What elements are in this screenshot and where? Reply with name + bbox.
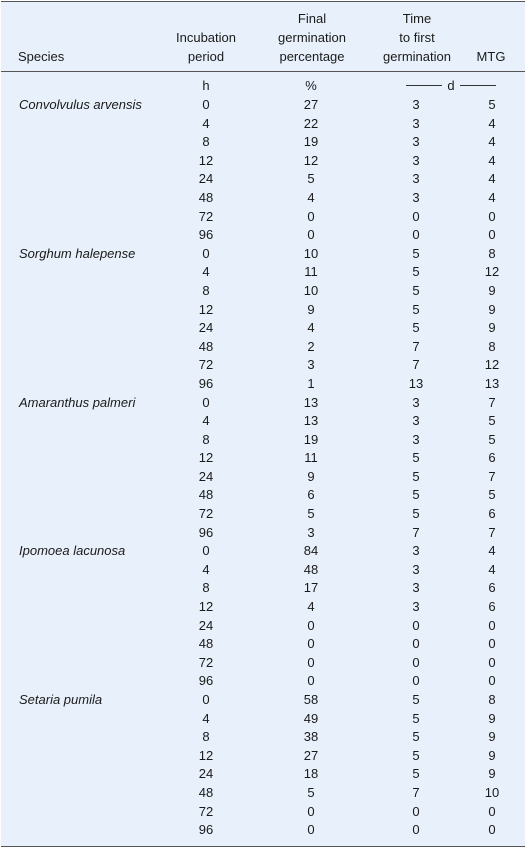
mtg-cell: 0 (488, 822, 496, 838)
unit-hours: h (202, 78, 210, 93)
incubation-period-cell: 8 (202, 134, 210, 150)
incubation-period-cell: 12 (198, 450, 214, 466)
incubation-period-cell: 8 (202, 282, 210, 298)
time-to-first-germination-cell: 3 (412, 97, 420, 112)
mtg-cell: 0 (488, 617, 496, 633)
table-row (1, 282, 525, 301)
header-incubation-line-2: period (187, 49, 225, 64)
header-final-line-2: germination (278, 30, 346, 45)
table-row (1, 654, 525, 673)
table-row (1, 226, 525, 245)
data-table (1, 1, 525, 847)
table-row (1, 394, 525, 413)
mtg-cell: 6 (488, 506, 496, 522)
final-germination-cell: 0 (307, 673, 315, 689)
final-germination-cell: 84 (303, 543, 319, 559)
species-name: Setaria pumila (19, 692, 103, 707)
table-row (1, 189, 525, 208)
table-row (1, 821, 525, 840)
final-germination-cell: 1 (307, 375, 315, 391)
mtg-cell: 10 (484, 784, 500, 800)
time-to-first-germination-cell: 0 (412, 617, 420, 633)
time-to-first-germination-cell: 5 (412, 450, 420, 466)
table-row (1, 617, 525, 636)
time-to-first-germination-cell: 3 (412, 152, 420, 168)
final-germination-cell: 4 (307, 599, 315, 615)
incubation-period-cell: 4 (202, 413, 210, 429)
species-name: Convolvulus arvensis (19, 97, 142, 112)
header-species: Species (18, 49, 65, 64)
table-row (1, 338, 525, 357)
incubation-period-cell: 0 (202, 543, 210, 559)
final-germination-cell: 5 (307, 784, 315, 800)
time-to-first-germination-cell: 13 (408, 375, 424, 391)
time-to-first-germination-cell: 3 (412, 561, 420, 577)
time-to-first-germination-cell: 3 (412, 413, 420, 429)
time-to-first-germination-cell: 0 (412, 227, 420, 243)
time-to-first-germination-cell: 5 (412, 766, 420, 782)
final-germination-cell: 0 (307, 822, 315, 838)
time-to-first-germination-cell: 5 (412, 487, 420, 503)
final-germination-cell: 4 (307, 189, 315, 205)
time-to-first-germination-cell: 7 (412, 524, 420, 540)
time-to-first-germination-cell: 0 (412, 803, 420, 819)
incubation-period-cell: 0 (202, 394, 210, 410)
time-to-first-germination-cell: 3 (412, 599, 420, 615)
final-germination-cell: 3 (307, 524, 315, 540)
incubation-period-cell: 96 (198, 524, 214, 540)
incubation-period-cell: 12 (198, 747, 214, 763)
time-to-first-germination-cell: 3 (412, 431, 420, 447)
final-germination-cell: 38 (303, 729, 319, 745)
incubation-period-cell: 72 (198, 208, 214, 224)
table-row (1, 672, 525, 691)
mtg-cell: 0 (488, 636, 496, 652)
incubation-period-cell: 4 (202, 561, 210, 577)
table-body (1, 96, 525, 840)
final-germination-cell: 13 (303, 413, 319, 429)
incubation-period-cell: 96 (198, 822, 214, 838)
time-to-first-germination-cell: 3 (412, 394, 420, 410)
unit-days: d (447, 78, 455, 93)
time-to-first-germination-cell: 3 (412, 543, 420, 559)
header-time-line-1: Time (402, 11, 432, 26)
table-row (1, 170, 525, 189)
table-row (1, 431, 525, 450)
final-germination-cell: 4 (307, 320, 315, 336)
mtg-cell: 7 (488, 394, 496, 410)
table-row (1, 319, 525, 338)
time-to-first-germination-cell: 5 (412, 692, 420, 707)
final-germination-cell: 48 (303, 561, 319, 577)
time-to-first-germination-cell: 3 (412, 189, 420, 205)
time-to-first-germination-cell: 5 (412, 320, 420, 336)
time-to-first-germination-cell: 3 (412, 171, 420, 187)
mtg-cell: 4 (488, 152, 496, 168)
table-row (1, 803, 525, 822)
mtg-cell: 9 (488, 710, 496, 726)
species-name: Amaranthus palmeri (19, 394, 136, 410)
mtg-cell: 9 (488, 301, 496, 317)
incubation-period-cell: 48 (198, 487, 214, 503)
header-final-germination-percentage (263, 9, 361, 66)
mtg-cell: 0 (488, 227, 496, 243)
final-germination-cell: 5 (307, 171, 315, 187)
time-to-first-germination-cell: 5 (412, 710, 420, 726)
time-to-first-germination-cell: 7 (412, 357, 420, 373)
incubation-period-cell: 12 (198, 599, 214, 615)
mtg-cell: 7 (488, 524, 496, 540)
table-row (1, 579, 525, 598)
incubation-period-cell: 24 (198, 468, 214, 484)
final-germination-cell: 58 (303, 692, 319, 707)
time-to-first-germination-cell: 7 (412, 338, 420, 354)
table-row (1, 765, 525, 784)
table-row (1, 468, 525, 487)
time-to-first-germination-cell: 5 (412, 245, 420, 261)
unit-dash-right (460, 85, 496, 86)
final-germination-cell: 19 (303, 431, 319, 447)
final-germination-cell: 10 (303, 245, 319, 261)
mtg-cell: 5 (488, 431, 496, 447)
time-to-first-germination-cell: 0 (412, 673, 420, 689)
table-row (1, 524, 525, 543)
final-germination-cell: 6 (307, 487, 315, 503)
mtg-cell: 8 (488, 338, 496, 354)
mtg-cell: 8 (488, 692, 496, 707)
time-to-first-germination-cell: 0 (412, 654, 420, 670)
table-row (1, 635, 525, 654)
final-germination-cell: 0 (307, 208, 315, 224)
time-to-first-germination-cell: 3 (412, 580, 420, 596)
time-to-first-germination-cell: 7 (412, 784, 420, 800)
mtg-cell: 0 (488, 208, 496, 224)
final-germination-cell: 49 (303, 710, 319, 726)
incubation-period-cell: 72 (198, 506, 214, 522)
time-to-first-germination-cell: 0 (412, 636, 420, 652)
incubation-period-cell: 12 (198, 301, 214, 317)
header-final-line-3: percentage (279, 49, 345, 64)
table-row (1, 784, 525, 803)
incubation-period-cell: 96 (198, 673, 214, 689)
incubation-period-cell: 0 (202, 97, 210, 112)
incubation-period-cell: 48 (198, 338, 214, 354)
incubation-period-cell: 8 (202, 580, 210, 596)
final-germination-cell: 2 (307, 338, 315, 354)
table-row (1, 356, 525, 375)
final-germination-cell: 10 (303, 282, 319, 298)
final-germination-cell: 3 (307, 357, 315, 373)
table-row (1, 115, 525, 134)
final-germination-cell: 12 (303, 152, 319, 168)
table-row (1, 245, 525, 264)
time-to-first-germination-cell: 3 (412, 115, 420, 131)
mtg-cell: 5 (488, 97, 496, 112)
incubation-period-cell: 24 (198, 320, 214, 336)
mtg-cell: 4 (488, 134, 496, 150)
incubation-period-cell: 8 (202, 431, 210, 447)
final-germination-cell: 0 (307, 636, 315, 652)
table-row (1, 728, 525, 747)
final-germination-cell: 27 (303, 747, 319, 763)
table-row (1, 486, 525, 505)
final-germination-cell: 13 (303, 394, 319, 410)
incubation-period-cell: 24 (198, 766, 214, 782)
final-germination-cell: 0 (307, 654, 315, 670)
incubation-period-cell: 72 (198, 654, 214, 670)
incubation-period-cell: 4 (202, 710, 210, 726)
mtg-cell: 9 (488, 320, 496, 336)
final-germination-cell: 0 (307, 227, 315, 243)
species-name: Ipomoea lacunosa (19, 543, 126, 559)
incubation-period-cell: 24 (198, 617, 214, 633)
mtg-cell: 7 (488, 468, 496, 484)
header-incubation-period (167, 28, 245, 66)
table-row (1, 691, 525, 710)
incubation-period-cell: 0 (202, 692, 210, 707)
table-row (1, 208, 525, 227)
incubation-period-cell: 48 (198, 784, 214, 800)
incubation-period-cell: 4 (202, 115, 210, 131)
incubation-period-cell: 24 (198, 171, 214, 187)
final-germination-cell: 9 (307, 301, 315, 317)
incubation-period-cell: 12 (198, 152, 214, 168)
incubation-period-cell: 96 (198, 375, 214, 391)
incubation-period-cell: 72 (198, 803, 214, 819)
mtg-cell: 4 (488, 543, 496, 559)
table-row (1, 747, 525, 766)
units-row (1, 76, 525, 96)
incubation-period-cell: 48 (198, 636, 214, 652)
mtg-cell: 9 (488, 282, 496, 298)
incubation-period-cell: 8 (202, 729, 210, 745)
header-time-to-first-germination (371, 9, 463, 66)
incubation-period-cell: 4 (202, 264, 210, 280)
mtg-cell: 0 (488, 803, 496, 819)
mtg-cell: 12 (484, 357, 500, 373)
final-germination-cell: 19 (303, 134, 319, 150)
table-row (1, 96, 525, 115)
mtg-cell: 5 (488, 487, 496, 503)
header-mtg: MTG (476, 49, 506, 64)
final-germination-cell: 22 (303, 115, 319, 131)
unit-days-span (386, 78, 516, 93)
table-row (1, 505, 525, 524)
final-germination-cell: 17 (303, 580, 319, 596)
header-time-line-3: germination (383, 49, 451, 64)
final-germination-cell: 0 (307, 617, 315, 633)
table-row (1, 710, 525, 729)
time-to-first-germination-cell: 5 (412, 506, 420, 522)
mtg-cell: 4 (488, 189, 496, 205)
mtg-cell: 4 (488, 171, 496, 187)
time-to-first-germination-cell: 0 (412, 822, 420, 838)
incubation-period-cell: 96 (198, 227, 214, 243)
table-row (1, 152, 525, 171)
species-name: Sorghum halepense (19, 245, 136, 261)
header-final-line-1: Final (297, 11, 327, 26)
table-row (1, 561, 525, 580)
mtg-cell: 6 (488, 450, 496, 466)
mtg-cell: 12 (484, 264, 500, 280)
table-row (1, 133, 525, 152)
mtg-cell: 4 (488, 115, 496, 131)
table-row (1, 412, 525, 431)
header-incubation-line-1: Incubation (176, 30, 236, 45)
mtg-cell: 8 (488, 245, 496, 261)
final-germination-cell: 27 (303, 97, 319, 112)
mtg-cell: 5 (488, 413, 496, 429)
time-to-first-germination-cell: 5 (412, 301, 420, 317)
table-row (1, 449, 525, 468)
mtg-cell: 0 (488, 654, 496, 670)
mtg-cell: 0 (488, 673, 496, 689)
mtg-cell: 6 (488, 599, 496, 615)
incubation-period-cell: 48 (198, 189, 214, 205)
final-germination-cell: 5 (307, 506, 315, 522)
final-germination-cell: 0 (307, 803, 315, 819)
time-to-first-germination-cell: 5 (412, 468, 420, 484)
time-to-first-germination-cell: 3 (412, 134, 420, 150)
mtg-cell: 9 (488, 766, 496, 782)
table-header (1, 2, 525, 72)
final-germination-cell: 11 (304, 264, 318, 280)
incubation-period-cell: 0 (202, 245, 210, 261)
mtg-cell: 13 (484, 375, 500, 391)
time-to-first-germination-cell: 5 (412, 747, 420, 763)
unit-dash-left (406, 85, 442, 86)
time-to-first-germination-cell: 5 (412, 264, 420, 280)
time-to-first-germination-cell: 5 (412, 729, 420, 745)
time-to-first-germination-cell: 5 (412, 282, 420, 298)
final-germination-cell: 18 (303, 766, 319, 782)
time-to-first-germination-cell: 0 (412, 208, 420, 224)
table-row (1, 375, 525, 394)
mtg-cell: 9 (488, 729, 496, 745)
mtg-cell: 9 (488, 747, 496, 763)
table-row (1, 301, 525, 320)
header-time-line-2: to first (399, 30, 435, 45)
table-row (1, 542, 525, 561)
mtg-cell: 4 (488, 561, 496, 577)
final-germination-cell: 11 (304, 450, 318, 466)
incubation-period-cell: 72 (198, 357, 214, 373)
unit-percent: % (305, 78, 317, 93)
mtg-cell: 6 (488, 580, 496, 596)
final-germination-cell: 9 (307, 468, 315, 484)
table-row (1, 598, 525, 617)
table-row (1, 263, 525, 282)
